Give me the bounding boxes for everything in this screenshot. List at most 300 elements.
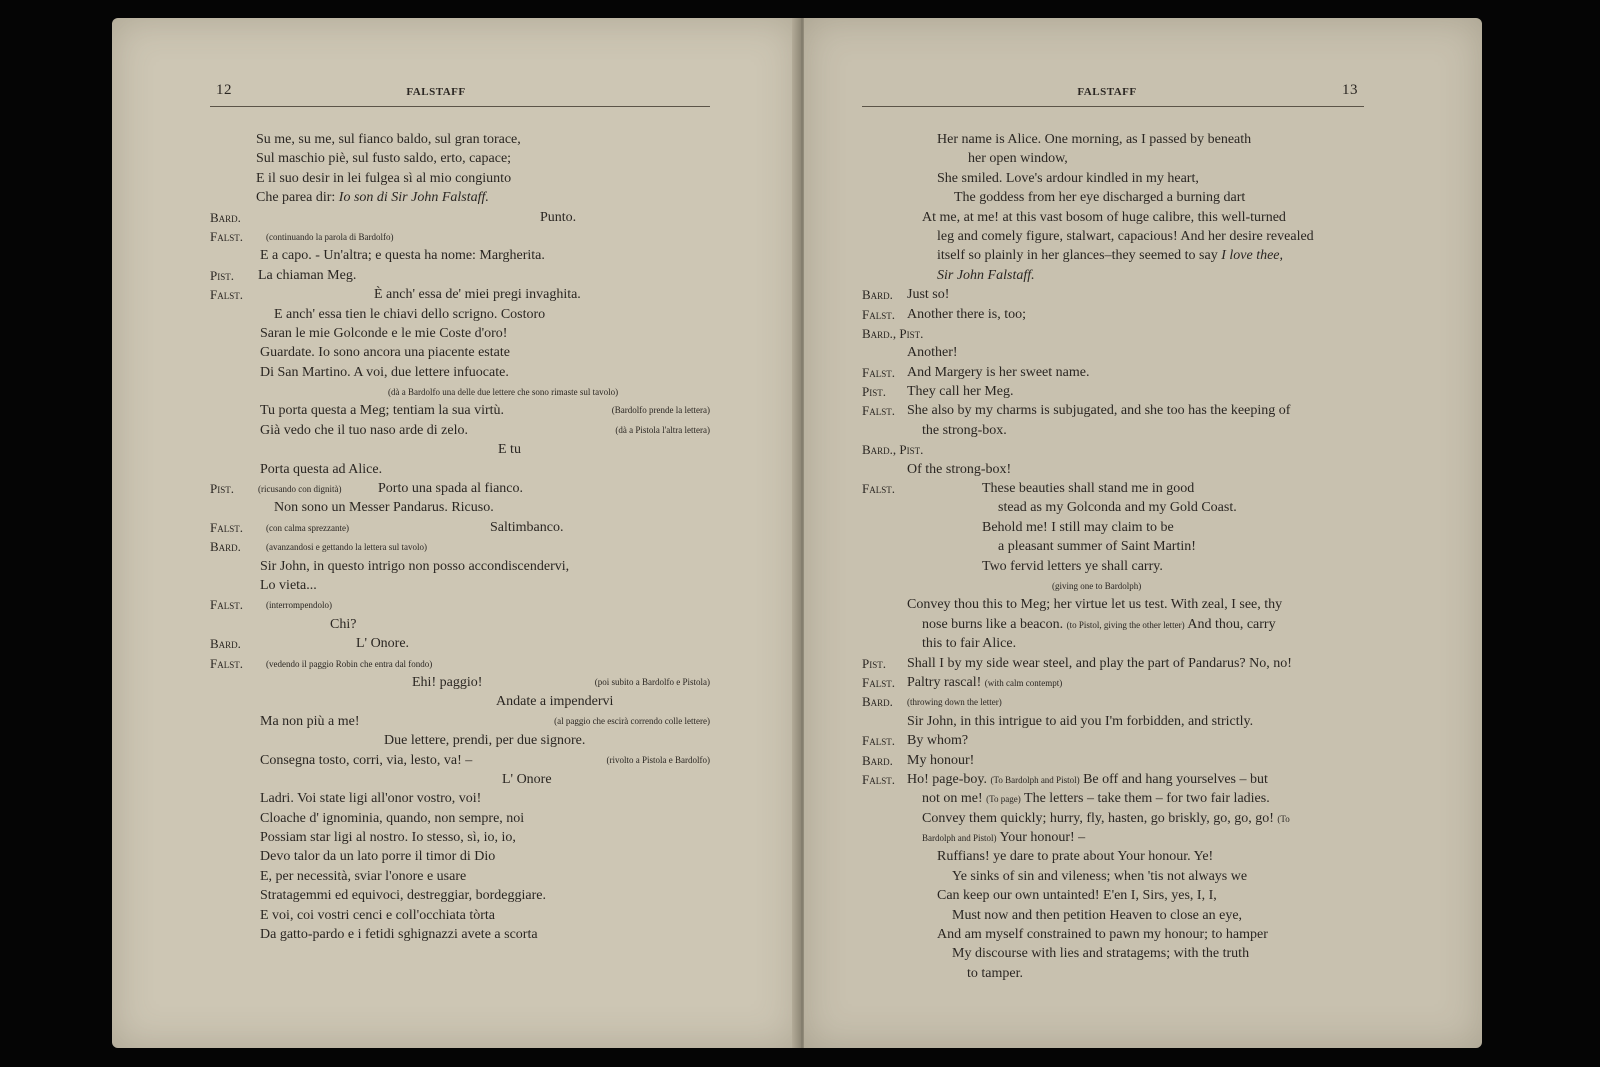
dialogue-text: Sir John, in this intrigue to aid you I'm forbidden, and strictly. xyxy=(907,713,1254,729)
text-line xyxy=(862,964,1362,983)
speaker-label: Falst. xyxy=(862,771,895,787)
line-text xyxy=(260,886,546,905)
text-line xyxy=(862,673,1362,692)
dialogue-text: L' Onore xyxy=(502,771,552,787)
text-line xyxy=(210,149,710,168)
speaker-label: Bard. xyxy=(210,636,241,652)
text-line xyxy=(862,227,1362,246)
dialogue-text: nose burns like a beacon. xyxy=(922,616,1067,632)
speaker-label: Falst. xyxy=(862,306,895,322)
line-text xyxy=(982,557,1163,576)
text-line xyxy=(862,498,1362,517)
line-text xyxy=(330,615,356,634)
dialogue-text: And Margery is her sweet name. xyxy=(907,364,1090,380)
inline-stage-direction: Bardolph and Pistol) xyxy=(922,833,997,844)
text-line xyxy=(862,285,1362,304)
line-text xyxy=(952,906,1242,925)
dialogue-text: These beauties shall stand me in good xyxy=(982,481,1195,497)
line-text xyxy=(907,731,968,750)
dialogue-text: Be off and hang yourselves – but xyxy=(1079,771,1268,787)
inline-stage-direction: (To xyxy=(1277,813,1290,824)
line-text xyxy=(256,188,489,207)
text-line xyxy=(862,595,1362,614)
text-line xyxy=(210,654,710,673)
dialogue-text: Just so! xyxy=(907,287,950,303)
speaker-label: Bard. xyxy=(862,287,893,303)
line-text xyxy=(378,479,523,498)
dialogue-text: È anch' essa de' miei pregi invaghita. xyxy=(374,287,581,303)
dialogue-text: Che parea dir: xyxy=(256,190,339,206)
right-page-header xyxy=(862,78,1364,107)
text-line xyxy=(210,440,710,459)
text-line xyxy=(210,246,710,265)
line-text xyxy=(490,518,564,537)
line-text xyxy=(907,363,1089,382)
line-text xyxy=(256,130,521,149)
dialogue-text: E voi, coi vostri cenci e coll'occhiata tòrta xyxy=(260,907,495,923)
speaker-label: Falst. xyxy=(210,287,243,303)
text-line xyxy=(210,266,710,285)
text-line xyxy=(210,634,710,653)
line-text xyxy=(937,925,1268,944)
speaker-label: Falst. xyxy=(862,481,895,497)
line-text xyxy=(982,518,1174,537)
dialogue-text: Saltimbanco. xyxy=(490,519,564,535)
text-line xyxy=(210,886,710,905)
line-text xyxy=(922,789,1270,809)
line-text xyxy=(260,343,510,362)
speaker-label: Falst. xyxy=(210,519,243,535)
dialogue-text: a pleasant summer of Saint Martin! xyxy=(998,539,1196,555)
dialogue-text: Guardate. Io sono ancora una piacente estate xyxy=(260,345,510,361)
speaker-label: Falst. xyxy=(862,674,895,690)
line-text xyxy=(937,266,1035,285)
line-text xyxy=(922,615,1276,635)
line-text xyxy=(907,770,1268,790)
text-line xyxy=(210,188,710,207)
text-line xyxy=(210,324,710,343)
speaker-label: Pist. xyxy=(210,481,234,497)
left-page-header xyxy=(210,78,710,107)
speaker-label: Falst. xyxy=(862,733,895,749)
text-line xyxy=(210,595,710,614)
line-text xyxy=(937,169,1199,188)
line-text xyxy=(260,789,481,808)
line-text xyxy=(937,886,1217,905)
dialogue-text: Saran le mie Golconde e le mie Coste d'oro! xyxy=(260,325,508,341)
text-line xyxy=(862,440,1362,459)
line-text xyxy=(937,227,1314,246)
dialogue-text: the strong-box. xyxy=(922,422,1007,438)
dialogue-text: Di San Martino. A voi, due lettere infuocate. xyxy=(260,364,509,380)
line-text xyxy=(907,654,1292,673)
line-text xyxy=(907,712,1253,731)
text-line xyxy=(862,305,1362,324)
speaker-label: Pist. xyxy=(210,267,234,283)
text-line xyxy=(862,363,1362,382)
stage-direction-wrap xyxy=(266,227,393,247)
dialogue-text: Ho! page-boy. xyxy=(907,771,991,787)
text-line xyxy=(862,324,1362,343)
line-text xyxy=(260,712,360,731)
stage-direction-wrap xyxy=(1052,576,1141,596)
line-text xyxy=(998,498,1237,517)
dialogue-text: E anch' essa tien le chiavi dello scrigno. Costoro xyxy=(274,306,546,322)
left-page-text xyxy=(210,130,710,944)
text-line xyxy=(862,382,1362,401)
line-text xyxy=(907,595,1282,614)
text-line xyxy=(210,770,710,789)
text-line xyxy=(862,401,1362,420)
line-text xyxy=(954,188,1245,207)
stage-direction: (con calma sprezzante) xyxy=(266,522,349,533)
line-text xyxy=(260,828,516,847)
line-text xyxy=(258,266,356,285)
stage-direction-wrap xyxy=(388,382,618,402)
line-text xyxy=(260,460,382,479)
line-text xyxy=(907,751,974,770)
inline-stage-direction: (To page) xyxy=(986,794,1021,805)
dialogue-text: E il suo desir in lei fulgea sì al mio congiunto xyxy=(256,170,512,186)
line-text xyxy=(922,421,1007,440)
text-line xyxy=(862,518,1362,537)
right-page xyxy=(804,18,1482,1048)
dialogue-text: And am myself constrained to pawn my honour; to hamper xyxy=(937,927,1268,943)
text-line xyxy=(862,654,1362,673)
dialogue-text: Tu porta questa a Meg; tentiam la sua virtù. xyxy=(260,403,505,419)
dialogue-text: Ehi! paggio! xyxy=(412,674,483,690)
line-text xyxy=(907,673,1062,693)
text-line xyxy=(210,305,710,324)
stage-direction: (interrompendolo) xyxy=(266,600,332,611)
text-line xyxy=(862,208,1362,227)
line-text xyxy=(907,343,958,362)
line-text xyxy=(260,925,538,944)
dialogue-text: this to fair Alice. xyxy=(922,636,1017,652)
stage-direction-wrap xyxy=(266,595,332,615)
dialogue-text: Porto una spada al fianco. xyxy=(378,481,524,497)
page-number: 13 xyxy=(1342,82,1358,98)
text-line xyxy=(862,557,1362,576)
line-text xyxy=(260,557,569,576)
text-line xyxy=(862,479,1362,498)
speaker-label: Bard. xyxy=(862,694,893,710)
line-text xyxy=(937,130,1251,149)
dialogue-text: Da gatto-pardo e i fetidi sghignazzi avete a scorta xyxy=(260,927,538,943)
line-text xyxy=(260,847,495,866)
dialogue-text: Must now and then petition Heaven to close an eye, xyxy=(952,907,1243,923)
dialogue-text: Cloache d' ignominia, quando, non sempre, noi xyxy=(260,810,525,826)
text-line xyxy=(862,944,1362,963)
dialogue-text: leg and comely figure, stalwart, capacious! And her desire revealed xyxy=(937,228,1314,244)
line-text xyxy=(260,324,507,343)
line-text xyxy=(937,246,1283,265)
dialogue-text: Two fervid letters ye shall carry. xyxy=(982,558,1163,574)
stage-direction-wrap xyxy=(266,537,427,557)
dialogue-text: L' Onore. xyxy=(356,636,410,652)
text-line xyxy=(862,712,1362,731)
text-line xyxy=(210,712,710,731)
dialogue-text: My discourse with lies and stratagems; with the truth xyxy=(952,946,1250,962)
text-line xyxy=(862,188,1362,207)
speaker-label: Bard. xyxy=(862,752,893,768)
line-text xyxy=(384,731,585,750)
line-text xyxy=(260,867,466,886)
stage-direction: (dà a Pistola l'altra lettera) xyxy=(615,424,710,435)
text-line xyxy=(862,266,1362,285)
speaker-label: Falst. xyxy=(862,364,895,380)
text-line xyxy=(862,770,1362,789)
dialogue-text: Punto. xyxy=(540,209,577,225)
text-line xyxy=(210,557,710,576)
text-line xyxy=(210,208,710,227)
stage-direction: (dà a Bardolfo una delle due lettere che sono rimaste sul tavolo) xyxy=(388,387,619,398)
line-text xyxy=(907,401,1290,420)
dialogue-text: And thou, carry xyxy=(1184,616,1276,632)
italic-text: I love thee, xyxy=(1221,248,1284,264)
line-text xyxy=(937,847,1213,866)
text-line xyxy=(210,460,710,479)
line-text xyxy=(256,169,511,188)
line-text xyxy=(260,809,524,828)
speaker-label: Bard., Pist. xyxy=(862,442,924,458)
stage-direction: (Bardolfo prende la lettera) xyxy=(611,405,710,416)
text-line xyxy=(862,751,1362,770)
line-text xyxy=(922,828,1085,848)
stage-direction-wrap xyxy=(258,479,341,499)
text-line xyxy=(210,673,710,692)
dialogue-text: She smiled. Love's ardour kindled in my heart, xyxy=(937,170,1199,186)
text-line xyxy=(210,615,710,634)
text-line xyxy=(862,149,1362,168)
stage-direction: (al paggio che escirà correndo colle lettere) xyxy=(554,715,710,726)
line-text xyxy=(998,537,1196,556)
text-line xyxy=(210,847,710,866)
inline-stage-direction: (To Bardolph and Pistol) xyxy=(990,774,1080,785)
text-line xyxy=(210,537,710,556)
text-line xyxy=(862,246,1362,265)
text-line xyxy=(862,615,1362,634)
text-line xyxy=(862,925,1362,944)
dialogue-text: Lo vieta... xyxy=(260,577,317,593)
line-text xyxy=(907,305,1026,324)
left-page xyxy=(112,18,798,1048)
speaker-label: Bard. xyxy=(210,539,241,555)
dialogue-text: The letters – take them – for two fair ladies. xyxy=(1020,791,1270,807)
line-text xyxy=(952,944,1249,963)
dialogue-text: E a capo. - Un'altra; e questa ha nome: Margherita. xyxy=(260,248,545,264)
inline-stage-direction: (to Pistol, giving the other letter) xyxy=(1066,619,1185,630)
text-line xyxy=(862,828,1362,847)
dialogue-text: Chi? xyxy=(330,616,357,632)
dialogue-text: By whom? xyxy=(907,733,969,749)
line-text xyxy=(496,692,613,711)
line-text xyxy=(260,401,504,420)
stage-direction-wrap xyxy=(907,692,1002,712)
dialogue-text: Consegna tosto, corri, via, lesto, va! – xyxy=(260,752,473,768)
speaker-label: Bard. xyxy=(210,209,241,225)
line-text xyxy=(922,809,1290,829)
speaker-label: Falst. xyxy=(210,655,243,671)
dialogue-text: Another there is, too; xyxy=(907,306,1026,322)
running-head: FALSTAFF xyxy=(406,86,466,98)
text-line xyxy=(210,498,710,517)
dialogue-text: Già vedo che il tuo naso arde di zelo. xyxy=(260,422,468,438)
line-text xyxy=(907,460,1011,479)
running-head: FALSTAFF xyxy=(1077,86,1137,98)
dialogue-text: E, per necessità, sviar l'onore e usare xyxy=(260,868,467,884)
dialogue-text: her open window, xyxy=(968,151,1068,167)
dialogue-text: Another! xyxy=(907,345,958,361)
text-line xyxy=(862,460,1362,479)
inline-stage-direction: (with calm contempt) xyxy=(984,677,1063,688)
text-line xyxy=(210,809,710,828)
text-line xyxy=(862,692,1362,711)
text-line xyxy=(210,421,710,440)
line-text xyxy=(412,673,482,692)
line-text xyxy=(982,479,1194,498)
dialogue-text: My honour! xyxy=(907,752,975,768)
text-line xyxy=(862,847,1362,866)
dialogue-text: Of the strong-box! xyxy=(907,461,1012,477)
dialogue-text: The goddess from her eye discharged a burning dart xyxy=(954,190,1246,206)
dialogue-text: Your honour! – xyxy=(996,830,1086,846)
text-line xyxy=(210,518,710,537)
text-line xyxy=(210,692,710,711)
stage-direction: (poi subito a Bardolfo e Pistola) xyxy=(594,676,710,687)
right-page-text xyxy=(862,130,1362,983)
text-line xyxy=(210,828,710,847)
text-line xyxy=(210,169,710,188)
speaker-label: Falst. xyxy=(862,403,895,419)
dialogue-text: Behold me! I still may claim to be xyxy=(982,519,1174,535)
dialogue-text: Ma non più a me! xyxy=(260,713,360,729)
dialogue-text: Ruffians! ye dare to prate about Your honour. Ye! xyxy=(937,849,1214,865)
line-text xyxy=(260,906,495,925)
text-line xyxy=(210,401,710,420)
line-text xyxy=(502,770,552,789)
text-line xyxy=(862,130,1362,149)
page-number: 12 xyxy=(216,82,232,98)
line-text xyxy=(374,285,581,304)
stage-direction: (vedendo il paggio Robin che entra dal fondo) xyxy=(266,658,433,669)
text-line xyxy=(862,169,1362,188)
text-line xyxy=(210,906,710,925)
stage-direction: (continuando la parola di Bardolfo) xyxy=(266,231,394,242)
line-text xyxy=(952,867,1247,886)
dialogue-text: Su me, su me, sul fianco baldo, sul gran torace, xyxy=(256,132,521,147)
text-line xyxy=(862,789,1362,808)
stage-direction-wrap xyxy=(266,518,349,538)
dialogue-text: itself so plainly in her glances–they seemed to say xyxy=(937,248,1222,264)
speaker-label: Falst. xyxy=(210,597,243,613)
text-line xyxy=(862,867,1362,886)
italic-text: Io son di Sir John Falstaff. xyxy=(338,190,489,206)
dialogue-text: Stratagemmi ed equivoci, destreggiar, bordeggiare. xyxy=(260,888,546,904)
line-text xyxy=(922,208,1286,227)
text-line xyxy=(210,227,710,246)
dialogue-text: Her name is Alice. One morning, as I passed by beneath xyxy=(937,132,1252,147)
line-text xyxy=(274,498,494,517)
text-line xyxy=(210,925,710,944)
dialogue-text: stead as my Golconda and my Gold Coast. xyxy=(998,500,1237,516)
speaker-label: Bard., Pist. xyxy=(862,325,924,341)
text-line xyxy=(210,285,710,304)
line-text xyxy=(260,576,317,595)
text-line xyxy=(862,731,1362,750)
text-line xyxy=(210,479,710,498)
text-line xyxy=(210,130,710,149)
text-line xyxy=(862,537,1362,556)
dialogue-text: Ye sinks of sin and vileness; when 'tis not always we xyxy=(952,868,1248,884)
dialogue-text: Non sono un Messer Pandarus. Ricuso. xyxy=(274,500,494,516)
stage-direction: (giving one to Bardolph) xyxy=(1052,580,1142,591)
line-text xyxy=(256,149,511,168)
dialogue-text: Possiam star ligi al nostro. Io stesso, sì, io, io, xyxy=(260,830,516,846)
stage-direction: (ricusando con dignità) xyxy=(258,484,342,495)
dialogue-text: At me, at me! at this vast bosom of huge calibre, this well-turned xyxy=(922,209,1286,225)
speaker-label: Pist. xyxy=(862,384,886,400)
line-text xyxy=(260,363,509,382)
line-text xyxy=(907,285,949,304)
line-text xyxy=(968,149,1068,168)
dialogue-text: She also by my charms is subjugated, and she too has the keeping of xyxy=(907,403,1291,419)
line-text xyxy=(260,246,545,265)
text-line xyxy=(210,751,710,770)
dialogue-text: Convey thou this to Meg; her virtue let us test. With zeal, I see, thy xyxy=(907,597,1283,613)
dialogue-text: to tamper. xyxy=(967,965,1023,981)
speaker-label: Pist. xyxy=(862,655,886,671)
dialogue-text: Ladri. Voi state ligi all'onor vostro, voi! xyxy=(260,791,482,807)
stage-direction: (rivolto a Pistola e Bardolfo) xyxy=(606,754,710,765)
dialogue-text: Due lettere, prendi, per due signore. xyxy=(384,733,586,749)
dialogue-text: Shall I by my side wear steel, and play the part of Pandarus? No, no! xyxy=(907,655,1292,671)
line-text xyxy=(356,634,409,653)
text-line xyxy=(862,634,1362,653)
line-text xyxy=(274,305,545,324)
dialogue-text: Devo talor da un lato porre il timor di Dio xyxy=(260,849,496,865)
speaker-label: Falst. xyxy=(210,228,243,244)
stage-direction: (avanzandosi e gettando la lettera sul tavolo) xyxy=(266,542,427,553)
text-line xyxy=(210,576,710,595)
text-line xyxy=(210,867,710,886)
dialogue-text: Porta questa ad Alice. xyxy=(260,461,383,477)
dialogue-text: Andate a impendervi xyxy=(496,694,614,710)
text-line xyxy=(210,789,710,808)
dialogue-text: La chiaman Meg. xyxy=(258,267,357,283)
text-line xyxy=(862,906,1362,925)
text-line xyxy=(210,363,710,382)
text-line xyxy=(210,731,710,750)
dialogue-text: They call her Meg. xyxy=(907,384,1014,400)
dialogue-text: not on me! xyxy=(922,791,987,807)
text-line xyxy=(210,343,710,362)
text-line xyxy=(862,343,1362,362)
line-text xyxy=(260,421,468,440)
dialogue-text: Sul maschio piè, sul fusto saldo, erto, capace; xyxy=(256,151,512,167)
line-text xyxy=(922,634,1016,653)
text-line xyxy=(862,421,1362,440)
line-text xyxy=(498,440,521,459)
text-line xyxy=(862,576,1362,595)
stage-direction-wrap xyxy=(266,654,432,674)
line-text xyxy=(967,964,1023,983)
dialogue-text: Sir John, in questo intrigo non posso accondiscendervi, xyxy=(260,558,570,574)
stage-direction: (throwing down the letter) xyxy=(907,697,1002,708)
line-text xyxy=(260,751,472,770)
open-book xyxy=(112,18,1488,1048)
text-line xyxy=(862,886,1362,905)
